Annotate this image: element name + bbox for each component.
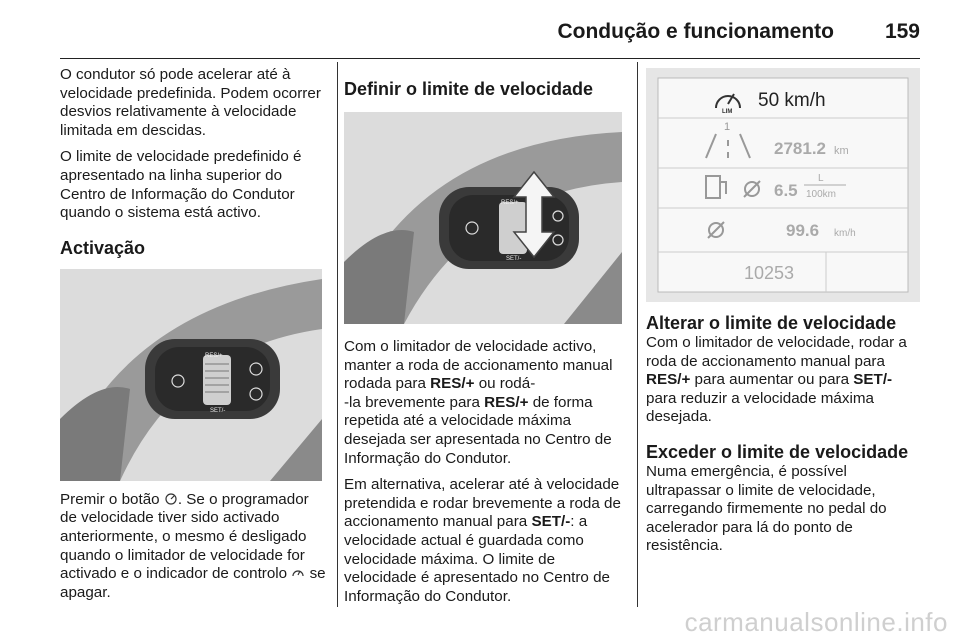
page-number: 159 — [884, 20, 920, 43]
column-3 — [646, 66, 926, 564]
wheel-label-res: RES/+ — [205, 352, 223, 359]
wheel-label-res: RES/+ — [501, 200, 519, 206]
paragraph-change: Com o limitador de velocidade, rodar a roda de accionamento manual para RES/+ para aumentar ou para SET/- para reduzir a velocidade máxima desejada. — [646, 334, 907, 426]
watermark: carmanualsonline.info — [684, 607, 948, 637]
cruise-control-indicator-icon — [291, 566, 305, 580]
average-speed-unit: km/h — [834, 228, 856, 239]
consumption-unit-top: L — [818, 173, 824, 184]
column-divider-1 — [337, 62, 338, 607]
heading-activation: Activação — [60, 237, 146, 258]
wheel-label-set: SET/- — [506, 256, 522, 262]
paragraph-exceed: Numa emergência, é possível ultrapassar o limite de velocidade, carregando firmemente no pedal do acelerador para lá do ponto de resistência. — [646, 462, 887, 555]
trip-distance: 2781.2 — [774, 139, 826, 158]
gear-indicator: 1 — [724, 121, 731, 133]
driver-information-display — [646, 68, 920, 302]
speed-limit-value: 50 km/h — [758, 90, 826, 111]
steering-wheel-image-1 — [60, 269, 322, 481]
average-speed: 99.6 — [786, 221, 820, 240]
heading-set-limit: Definir o limite de velocidade — [344, 79, 594, 99]
page-header — [60, 18, 920, 59]
paragraph-set-2: Em alternativa, acelerar até à velocidade pretendida e rodar brevemente a roda de accionamento manual para SET/-: a velocidade actual é guardada como velocidade máxima. O limite de velocidade é apresentado no Centro de Informação do Condutor. — [344, 476, 621, 605]
heading-exceed-limit: Exceder o limite de velocidade — [646, 441, 909, 462]
column-divider-2 — [637, 62, 638, 607]
page-title: Condução e funcionamento — [557, 20, 834, 43]
heading-change-limit: Alterar o limite de velocidade — [646, 313, 897, 333]
odometer: 10253 — [744, 263, 795, 283]
speed-limiter-icon — [164, 492, 178, 506]
fuel-consumption: 6.5 — [774, 181, 798, 200]
steering-wheel-image-2 — [344, 112, 622, 324]
trip-distance-unit: km — [834, 145, 849, 157]
column-2 — [344, 66, 630, 614]
paragraph-activation: Premir o botão . Se o programador de velocidade tiver sido activado anteriormente, o mesmo é desligado quando o limitador de velocidade for activado e o indicador de controlo se apagar. — [60, 490, 326, 601]
paragraph-set-1: Com o limitador de velocidade activo, manter a roda de accionamento manual rodada para RES/+ ou rodá- -la brevemente para RES/+ de forma repetida até a velocidade máxima desejada ser apresentada no Centro de Informação do Condutor. — [344, 338, 613, 467]
consumption-unit-bottom: 100km — [806, 189, 837, 200]
column-1 — [60, 66, 328, 610]
paragraph: O limite de velocidade predefinido é apresentado na linha superior do Centro de Informação do Condutor quando o sistema está activo. — [60, 148, 302, 222]
wheel-label-set: SET/- — [210, 407, 226, 414]
limiter-label: LIM — [722, 109, 733, 115]
paragraph: O condutor só pode acelerar até à velocidade predefinida. Podem ocorrer desvios relativamente à velocidade limitada em descidas. — [60, 66, 321, 139]
